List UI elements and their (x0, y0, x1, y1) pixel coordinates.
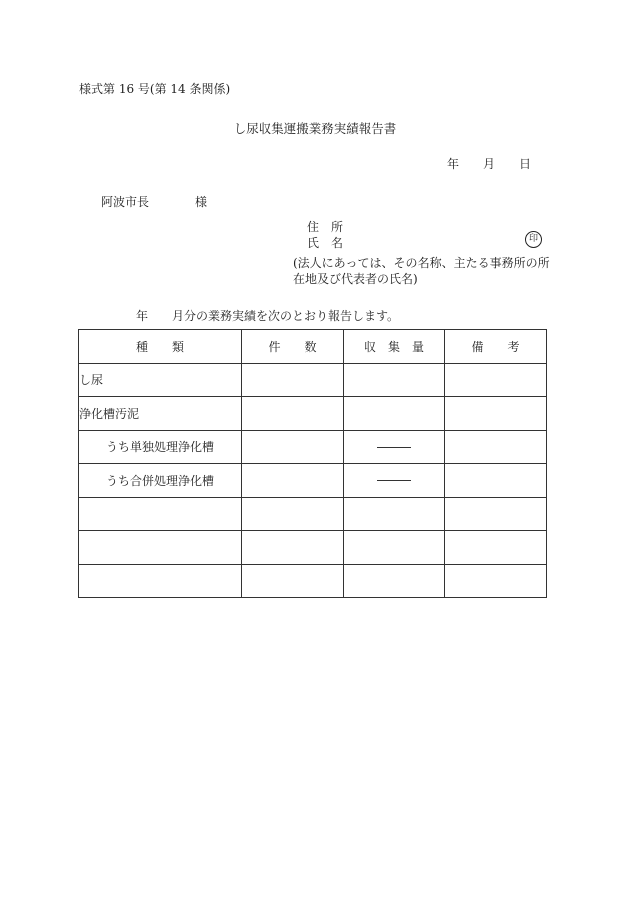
cell-remarks[interactable] (445, 430, 547, 464)
addressee (101, 193, 207, 210)
cell-type (79, 497, 242, 531)
table-row (79, 397, 547, 431)
cell-amount[interactable] (344, 531, 445, 565)
table-row (79, 363, 547, 397)
date-month: 月 (483, 157, 496, 171)
addressee-name: 阿波市長 (101, 195, 150, 209)
cell-amount (344, 430, 445, 464)
header-amount: 収 集 量 (344, 330, 445, 364)
cell-type: うち単独処理浄化槽 (79, 430, 242, 464)
reporter-note: (法人にあっては、その名称、主たる事務所の所 在地及び代表者の氏名) (293, 256, 550, 286)
cell-type (79, 564, 242, 598)
cell-type (79, 531, 242, 565)
cell-remarks[interactable] (445, 497, 547, 531)
address-label: 住 所 (307, 220, 344, 234)
cell-type: 浄化槽汚泥 (79, 397, 242, 431)
report-table (78, 329, 547, 598)
document-title: し尿収集運搬業務実績報告書 (233, 121, 397, 136)
cell-type: うち合併処理浄化槽 (79, 464, 242, 498)
cell-amount[interactable] (344, 497, 445, 531)
cell-count[interactable] (242, 531, 344, 565)
header-remarks: 備 考 (445, 330, 547, 364)
cell-count[interactable] (242, 497, 344, 531)
table-header-row (79, 330, 547, 364)
form-number: 様式第 16 号(第 14 条関係) (79, 82, 231, 96)
header-type: 種 類 (79, 330, 242, 364)
addressee-honorific: 様 (195, 195, 208, 209)
not-applicable-dash (377, 480, 411, 481)
table-row (79, 531, 547, 565)
cell-amount (344, 464, 445, 498)
period-statement: 年 月分の業務実績を次のとおり報告します。 (136, 309, 400, 323)
cell-remarks[interactable] (445, 363, 547, 397)
cell-count[interactable] (242, 464, 344, 498)
cell-count[interactable] (242, 397, 344, 431)
date-line (447, 155, 531, 172)
cell-remarks[interactable] (445, 564, 547, 598)
seal-icon: 印 (525, 231, 542, 248)
cell-type: し尿 (79, 363, 242, 397)
date-year: 年 (447, 157, 460, 171)
date-day: 日 (519, 157, 532, 171)
cell-amount[interactable] (344, 363, 445, 397)
cell-amount[interactable] (344, 397, 445, 431)
cell-count[interactable] (242, 430, 344, 464)
cell-amount[interactable] (344, 564, 445, 598)
not-applicable-dash (377, 447, 411, 448)
table-row (79, 464, 547, 498)
table-row (79, 430, 547, 464)
cell-remarks[interactable] (445, 531, 547, 565)
table-row (79, 497, 547, 531)
name-label: 氏 名 (307, 236, 344, 250)
header-count: 件 数 (242, 330, 344, 364)
cell-count[interactable] (242, 363, 344, 397)
table-row (79, 564, 547, 598)
cell-count[interactable] (242, 564, 344, 598)
cell-remarks[interactable] (445, 464, 547, 498)
cell-remarks[interactable] (445, 397, 547, 431)
